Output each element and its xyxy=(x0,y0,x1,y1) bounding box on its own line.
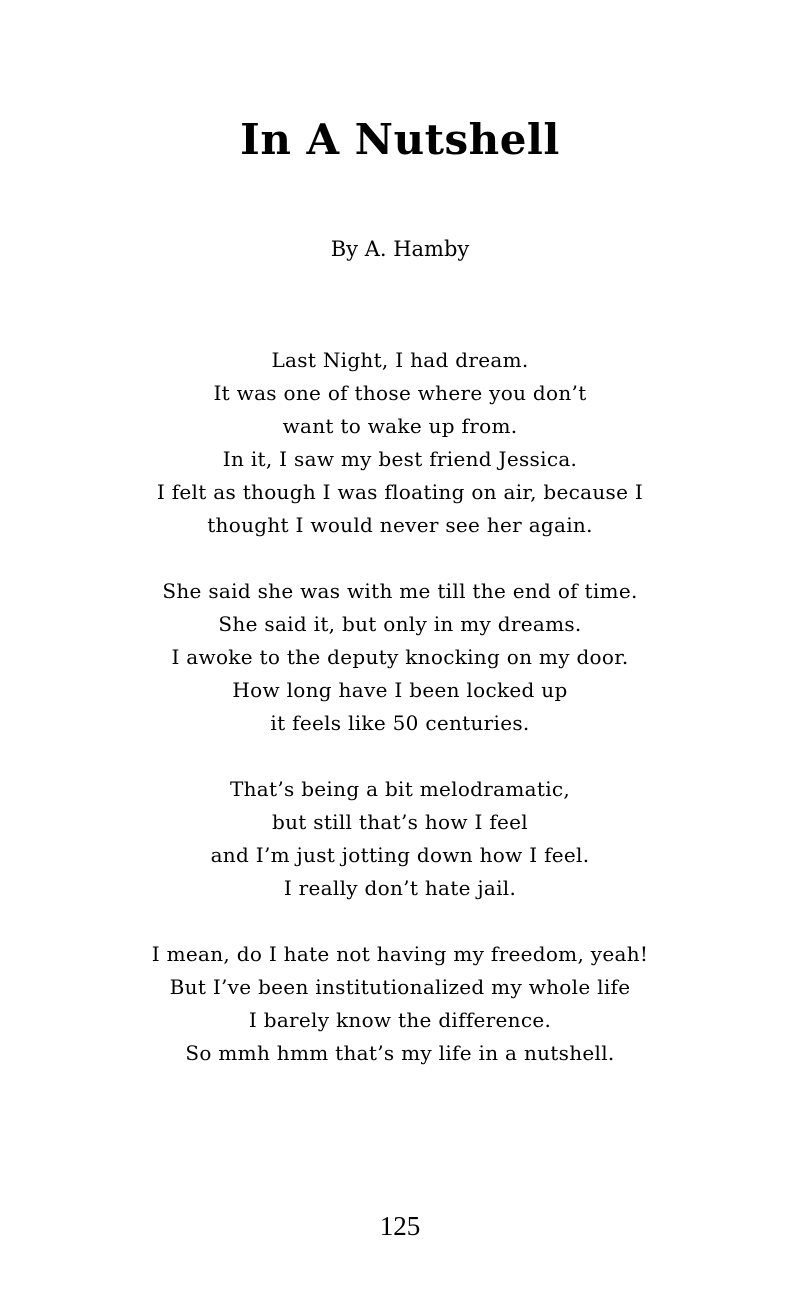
poem-line: I awoke to the deputy knocking on my door. xyxy=(171,645,629,669)
poem-stanza xyxy=(60,575,740,740)
poem-stanza xyxy=(60,773,740,905)
poem-line: In it, I saw my best friend Jessica. xyxy=(222,447,578,471)
poem-line: and I’m just jotting down how I feel. xyxy=(210,843,590,867)
poem-line: How long have I been locked up xyxy=(232,678,568,702)
poem-line: I felt as though I was floating on air, because I xyxy=(156,480,644,504)
poem-line: I barely know the difference. xyxy=(248,1008,552,1032)
poem-line: That’s being a bit melodramatic, xyxy=(229,777,571,801)
poem-line: She said she was with me till the end of time. xyxy=(162,579,638,603)
poem-line: it feels like 50 centuries. xyxy=(270,711,530,735)
page-number: 125 xyxy=(379,1211,421,1241)
poem-title: In A Nutshell xyxy=(240,115,560,164)
poem-line: I really don’t hate jail. xyxy=(283,876,517,900)
poem-line: I mean, do I hate not having my freedom, yeah! xyxy=(151,942,649,966)
poem-author-byline: By A. Hamby xyxy=(330,237,470,261)
poem-line: but still that’s how I feel xyxy=(271,810,528,834)
poem-line: She said it, but only in my dreams. xyxy=(218,612,582,636)
poem-line: want to wake up from. xyxy=(282,414,518,438)
poem-body xyxy=(60,344,740,1103)
poem-stanza xyxy=(60,344,740,542)
poem-line: It was one of those where you don’t xyxy=(213,381,587,405)
poem-line: But I’ve been institutionalized my whole life xyxy=(169,975,631,999)
poem-line: thought I would never see her again. xyxy=(207,513,593,537)
poem-line: So mmh hmm that’s my life in a nutshell. xyxy=(185,1041,615,1065)
poem-stanza xyxy=(60,938,740,1070)
poem-line: Last Night, I had dream. xyxy=(271,348,529,372)
